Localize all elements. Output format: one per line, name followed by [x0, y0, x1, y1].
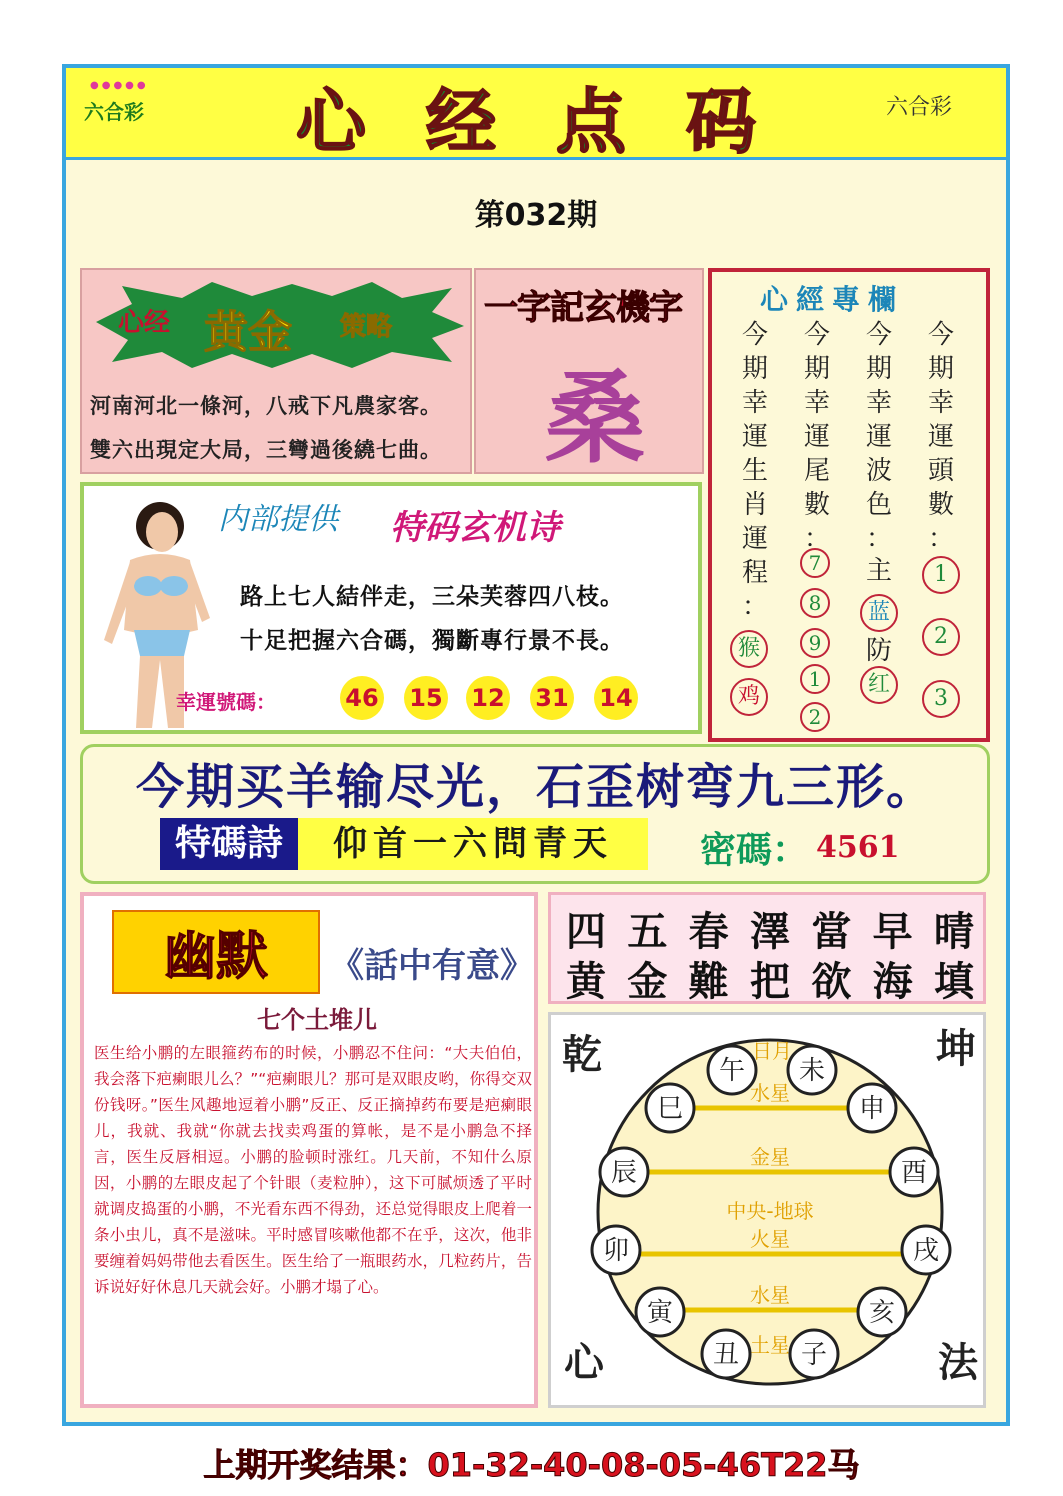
head-circle: 2 — [922, 618, 960, 656]
last-result — [0, 1440, 1063, 1486]
column-heading-head: 今 期 幸 運 頭 數 ： — [927, 320, 954, 554]
wheel-branch: 子 — [800, 1340, 828, 1370]
verse-line — [566, 900, 974, 957]
wheel-branch: 未 — [798, 1056, 826, 1086]
verse-char: 澤 — [749, 908, 790, 955]
verse-char: 黄 — [566, 958, 606, 1005]
verse-char: 把 — [749, 958, 790, 1005]
wheel-branch: 辰 — [610, 1158, 638, 1188]
head-circle: 1 — [922, 556, 960, 594]
wheel-branch: 寅 — [646, 1298, 674, 1328]
wheel-branch: 亥 — [868, 1298, 896, 1328]
logo-left: ●●●●● 六合彩 — [84, 80, 149, 124]
tail-circle: 9 — [800, 628, 830, 658]
verse-line — [566, 950, 974, 1007]
verse-char: 春 — [688, 908, 729, 955]
column-title: 心經專欄 — [760, 283, 905, 316]
title-char: 心 — [296, 80, 366, 163]
wheel-corner: 心 — [564, 1339, 604, 1386]
color-def-label: 防 — [865, 636, 892, 666]
wheel-corner: 法 — [938, 1339, 978, 1386]
wheel-planet-label: 火星 — [750, 1227, 790, 1251]
head-circle: 3 — [922, 680, 960, 718]
verse-char: 當 — [811, 908, 852, 955]
zodiac-circle: 鸡 — [730, 678, 768, 716]
title-char: 点 — [556, 80, 626, 163]
wheel-branch: 巳 — [656, 1094, 684, 1124]
gold-title-prefix: 心经 — [118, 308, 171, 338]
lucky-number-ball: 46 — [340, 676, 384, 720]
column-heading-color: 今 期 幸 運 波 色 ： — [865, 320, 892, 554]
wheel-planet-label: 土星 — [750, 1333, 790, 1357]
wheel-planet-label: 日月 — [752, 1039, 792, 1063]
title-char: 经 — [426, 80, 496, 163]
wheel-corner: 坤 — [936, 1025, 976, 1072]
color-main-label: 主 — [865, 556, 892, 586]
verse-char: 難 — [688, 958, 729, 1005]
poem-source-label: 内部提供 — [218, 502, 338, 537]
verse-char: 海 — [872, 958, 913, 1005]
lucky-number-ball: 14 — [594, 676, 638, 720]
wheel-planet-label: 中央-地球 — [726, 1199, 814, 1223]
verse-char: 早 — [872, 908, 913, 955]
column-heading-zodiac: 今 期 幸 運 生 肖 運 程 ： — [741, 320, 768, 622]
wheel-branch: 戌 — [912, 1236, 940, 1266]
verse-char: 欲 — [811, 958, 852, 1005]
wheel-branch: 酉 — [900, 1158, 928, 1188]
tail-circle: 1 — [800, 664, 830, 694]
gold-title-suffix: 策略 — [340, 312, 393, 342]
special-poem-value: 仰首一六問青天 — [298, 818, 648, 870]
color-main-circle: 蓝 — [860, 594, 898, 632]
wheel-branch: 申 — [858, 1094, 886, 1124]
wheel-branch: 卯 — [602, 1236, 630, 1266]
joke-title: 七个土堆儿 — [257, 1005, 377, 1034]
wheel-branch: 丑 — [712, 1340, 740, 1370]
tail-circle: 2 — [800, 702, 830, 732]
lucky-number-ball: 31 — [530, 676, 574, 720]
verse-char: 五 — [627, 908, 668, 955]
mystery-char-title: 一字記玄機字 — [484, 288, 682, 328]
password-label: 密碼： — [700, 830, 809, 871]
logo-dots-icon: ●●●●● — [90, 80, 149, 91]
poem-line: 路上七人結伴走，三朵芙蓉四八枝。 — [240, 583, 624, 610]
slogan-text: 今期买羊输尽光，石歪树弯九三形。 — [135, 759, 936, 815]
poem-line: 十足把握六合碼，獨斷專行景不長。 — [240, 627, 624, 654]
humor-subtitle: 《話中有意》 — [330, 946, 534, 986]
column-heading-tail: 今 期 幸 運 尾 數 ： — [803, 320, 830, 554]
mystery-char: 桑 — [545, 360, 645, 477]
page-title — [296, 76, 756, 163]
logo-right: 六合彩 — [886, 95, 953, 120]
wheel-planet-label: 水星 — [750, 1283, 790, 1307]
poem-box-title: 特码玄机诗 — [390, 508, 560, 548]
gold-poem-line: 河南河北一條河，八戒下凡農家客。 — [90, 393, 442, 418]
verse-char: 填 — [933, 958, 974, 1005]
humor-label: 幽默 — [163, 927, 268, 987]
wheel-branch: 午 — [718, 1056, 746, 1086]
lucky-number-ball: 12 — [466, 676, 510, 720]
verse-char: 四 — [566, 908, 606, 955]
wheel-diagram — [548, 1012, 986, 1408]
joke-body: 医生给小鹏的左眼箍药布的时候，小鹏忍不住问：“大夫伯伯，我会落下疤瘌眼儿么？”“疤瘌眼儿？那可是双眼皮哟，你得交双份钱呀。”医生风趣地逗着小鹏”反正、反正摘掉药布要是疤瘌眼儿，我就、我就“你就去找卖鸡蛋的算帐，是不是小鹏急不择言，医生反唇相逗。小鹏的脸顿时涨红。几天前，不知什么原因，小鹏的左眼皮起了个针眼（麦粒肿），这下可腻烦透了平时就调皮捣蛋的小鹏，不光看东西不得劲，还总觉得眼皮上爬着一条小虫儿，真不是滋味。平时感冒咳嗽他都不在乎，这次，他非要缠着妈妈带他去看医生。医生给了一瓶眼药水，几粒药片，告诉说好好休息几天就会好。小鹏才塌了心。 — [94, 1044, 532, 1296]
last-result-value: 01-32-40-08-05-46T22马 — [427, 1446, 860, 1484]
verse-char: 晴 — [933, 908, 974, 955]
verse-char: 金 — [627, 958, 668, 1005]
lucky-numbers-label: 幸運號碼： — [176, 690, 276, 714]
last-result-label: 上期开奖结果： — [203, 1446, 428, 1484]
tail-circle: 8 — [800, 588, 830, 618]
zodiac-circle: 猴 — [730, 630, 768, 668]
wheel-planet-label: 金星 — [750, 1145, 790, 1169]
special-poem-label: 特碼詩 — [160, 818, 298, 870]
color-def-circle: 红 — [860, 666, 898, 704]
gold-poem-line: 雙六出現定大局，三彎過後繞七曲。 — [90, 437, 442, 462]
wheel-planet-label: 水星 — [750, 1081, 790, 1105]
lucky-number-ball: 15 — [404, 676, 448, 720]
gold-title-main: 黄金 — [204, 307, 292, 358]
tail-circle: 7 — [800, 548, 830, 578]
wheel-corner: 乾 — [562, 1031, 602, 1078]
title-char: 码 — [686, 80, 756, 163]
password-value: 4561 — [816, 830, 900, 865]
issue-number: 第032期 — [474, 198, 598, 233]
